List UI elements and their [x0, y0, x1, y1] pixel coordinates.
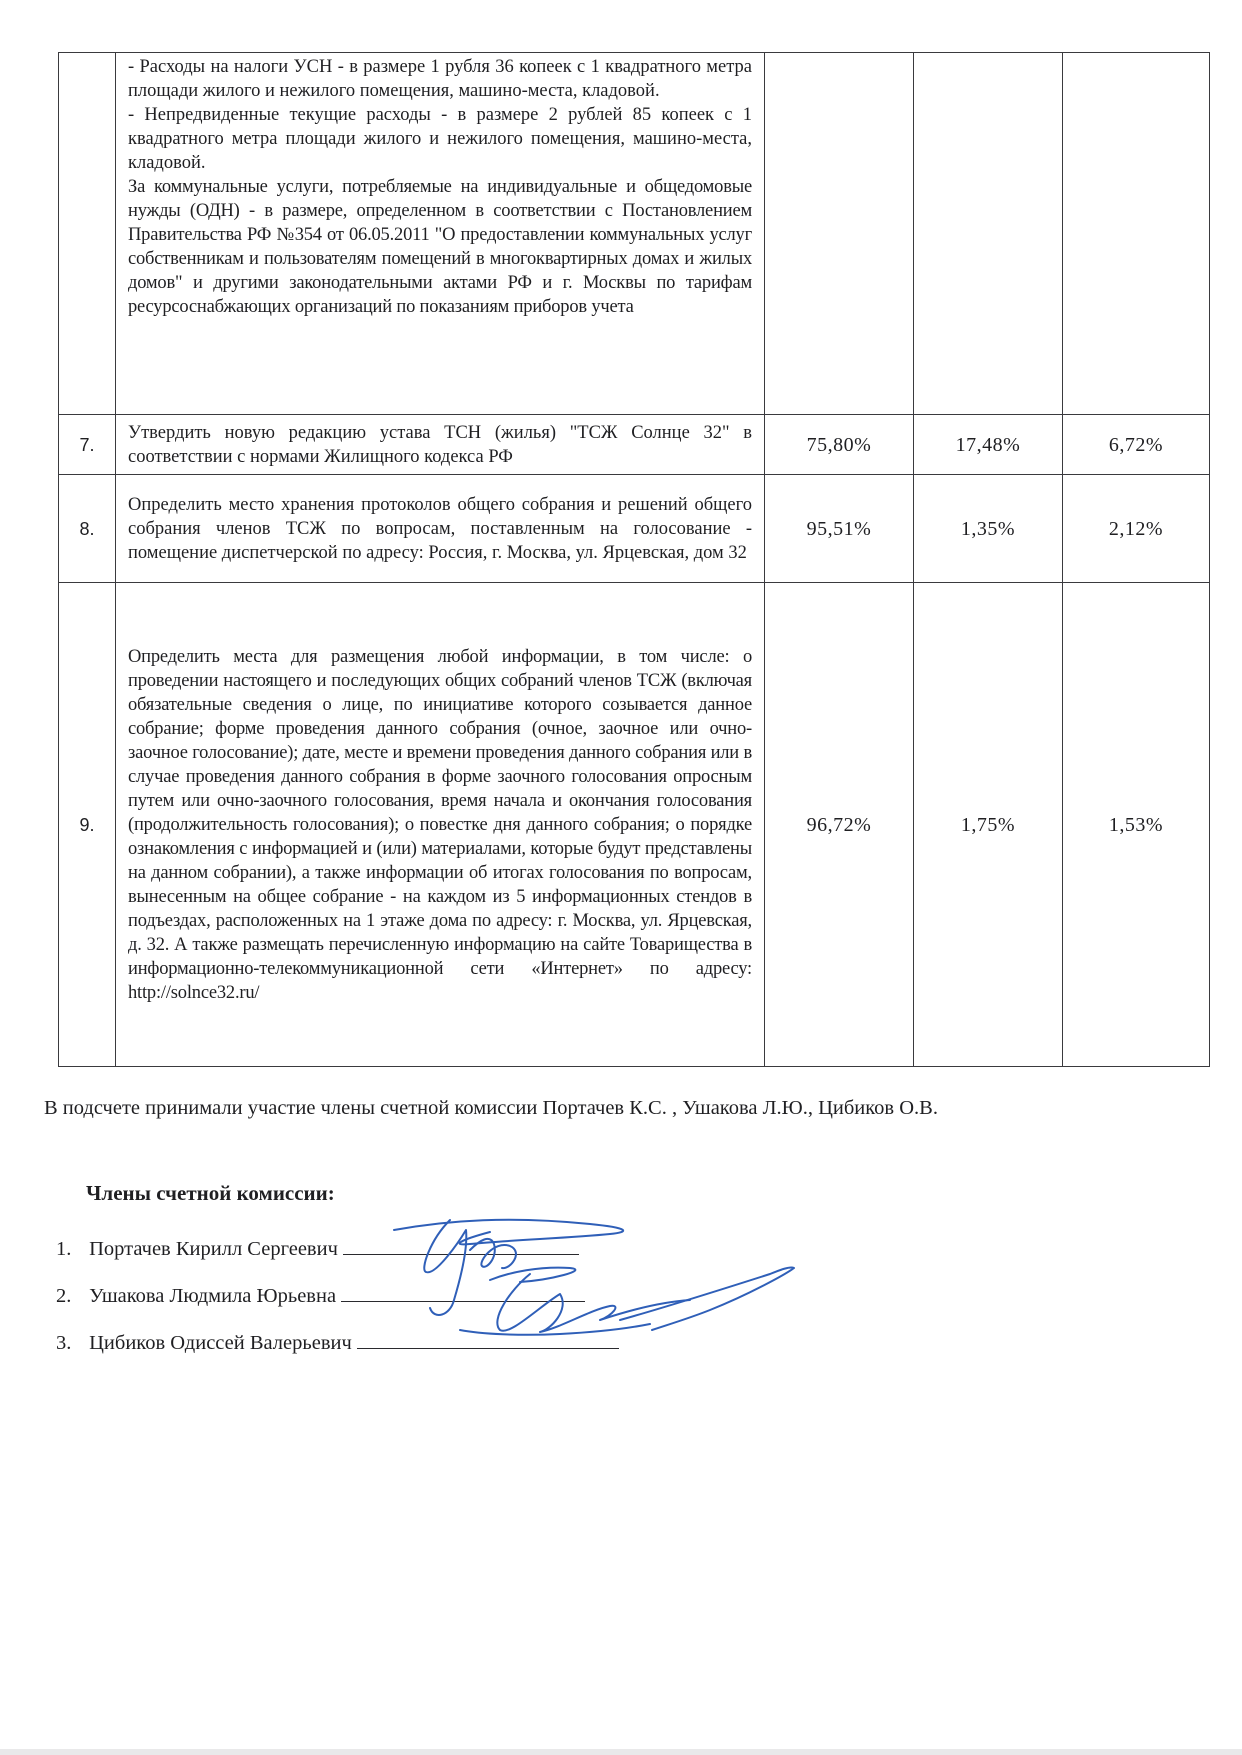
row-number: 7.	[59, 415, 116, 475]
yes-percent: 95,51%	[765, 475, 914, 583]
member-name: Ушакова Людмила Юрьевна	[89, 1285, 337, 1307]
handwritten-signatures	[390, 1210, 830, 1370]
no-percent: 17,48%	[914, 415, 1063, 475]
signature-stroke-1	[394, 1220, 623, 1245]
signature-stroke-3	[470, 1239, 516, 1268]
question-text-cell	[116, 53, 765, 415]
yes-percent: 96,72%	[765, 583, 914, 1067]
question-text: Утвердить новую редакцию устава ТСН (жилья) "ТСЖ Солнце 32" в соответствии с нормами Жилищного кодекса РФ	[116, 415, 765, 475]
row-number: 8.	[59, 475, 116, 583]
member-number: 1.	[56, 1238, 72, 1260]
tax-expense-paragraph: - Расходы на налоги УСН - в размере 1 рубля 36 копеек с 1 квадратного метра площади жилого и нежилого помещения, машино-места, кладовой.	[128, 57, 752, 101]
signature-stroke-7	[620, 1267, 794, 1330]
member-name: Цибиков Одиссей Валерьевич	[89, 1332, 352, 1354]
signature-stroke-4	[490, 1268, 575, 1282]
no-percent: 1,75%	[914, 583, 1063, 1067]
abstain-percent: 1,53%	[1063, 583, 1210, 1067]
question-text: Определить места для размещения любой информации, в том числе: о проведении настоящего и последующих общих собраний членов ТСЖ (включая обязательные сведения о лице, по инициативе которого созывается данное собрание; форме проведения данного собрания (очное, заочное или очно-заочное голосование); дате, месте и времени проведения данного собрания или в случае проведения данного собрания в форме заочного голосования опросным путем или очно-заочного голосования, время начала и окончания голосования (продолжительность голосования); о повестке дня данного собрания; о порядке ознакомления с информацией и (или) материалами, которые будут представлены на данном собрании), а также информации об итогах голосования по вопросам, вынесенным на общее собрание - на каждом из 5 информационных стендов в подъездах, расположенных на 1 этаже дома по адресу: г. Москва, ул. Ярцевская, д. 32. А также размещать перечисленную информацию на сайте Товарищества в информационно-телекоммуникационной сети «Интернет» по адресу: http://solnce32.ru/	[116, 583, 765, 1067]
abstain-percent: 6,72%	[1063, 415, 1210, 475]
table-row-continuation	[59, 53, 1210, 415]
signature-stroke-6	[460, 1324, 650, 1335]
table-row	[59, 475, 1210, 583]
member-number: 3.	[56, 1332, 72, 1354]
members-title: Члены счетной комиссии:	[86, 1181, 335, 1205]
signature-stroke-2	[424, 1220, 466, 1315]
table-row	[59, 415, 1210, 475]
table-row	[59, 583, 1210, 1067]
row-number-cell	[59, 53, 116, 415]
utilities-paragraph: За коммунальные услуги, потребляемые на индивидуальные и общедомовые нужды (ОДН) - в размере, определенном в соответствии с Постановлением Правительства РФ №354 от 06.05.2011 "О предоставлении коммунальных услуг собственникам и пользователям помещений в многоквартирных домах и жилых домов" и другими законодательными актами РФ и г. Москвы по тарифам ресурсоснабжающих организаций по показаниям приборов учета	[128, 177, 752, 317]
member-name: Портачев Кирилл Сергеевич	[89, 1238, 338, 1260]
abstain-percent-cell	[1063, 53, 1210, 415]
abstain-percent: 2,12%	[1063, 475, 1210, 583]
unforeseen-expense-paragraph: - Непредвиденные текущие расходы - в размере 2 рублей 85 копеек с 1 квадратного метра площади жилого и нежилого помещения, машино-места, кладовой.	[128, 105, 752, 173]
question-text: Определить место хранения протоколов общего собрания и решений общего собрания членов ТСЖ по вопросам, поставленным на голосование - помещение диспетчерской по адресу: Россия, г. Москва, ул. Ярцевская, дом 32	[116, 475, 765, 583]
row-number: 9.	[59, 583, 116, 1067]
yes-percent: 75,80%	[765, 415, 914, 475]
page-bottom-edge	[0, 1749, 1242, 1755]
counting-participants-note: В подсчете принимали участие члены счетной комиссии Портачев К.С. , Ушакова Л.Ю., Цибиков О.В.	[44, 1097, 938, 1119]
no-percent: 1,35%	[914, 475, 1063, 583]
member-number: 2.	[56, 1285, 72, 1307]
yes-percent-cell	[765, 53, 914, 415]
signature-stroke-5	[497, 1274, 690, 1332]
voting-results-table	[58, 52, 1210, 1067]
no-percent-cell	[914, 53, 1063, 415]
